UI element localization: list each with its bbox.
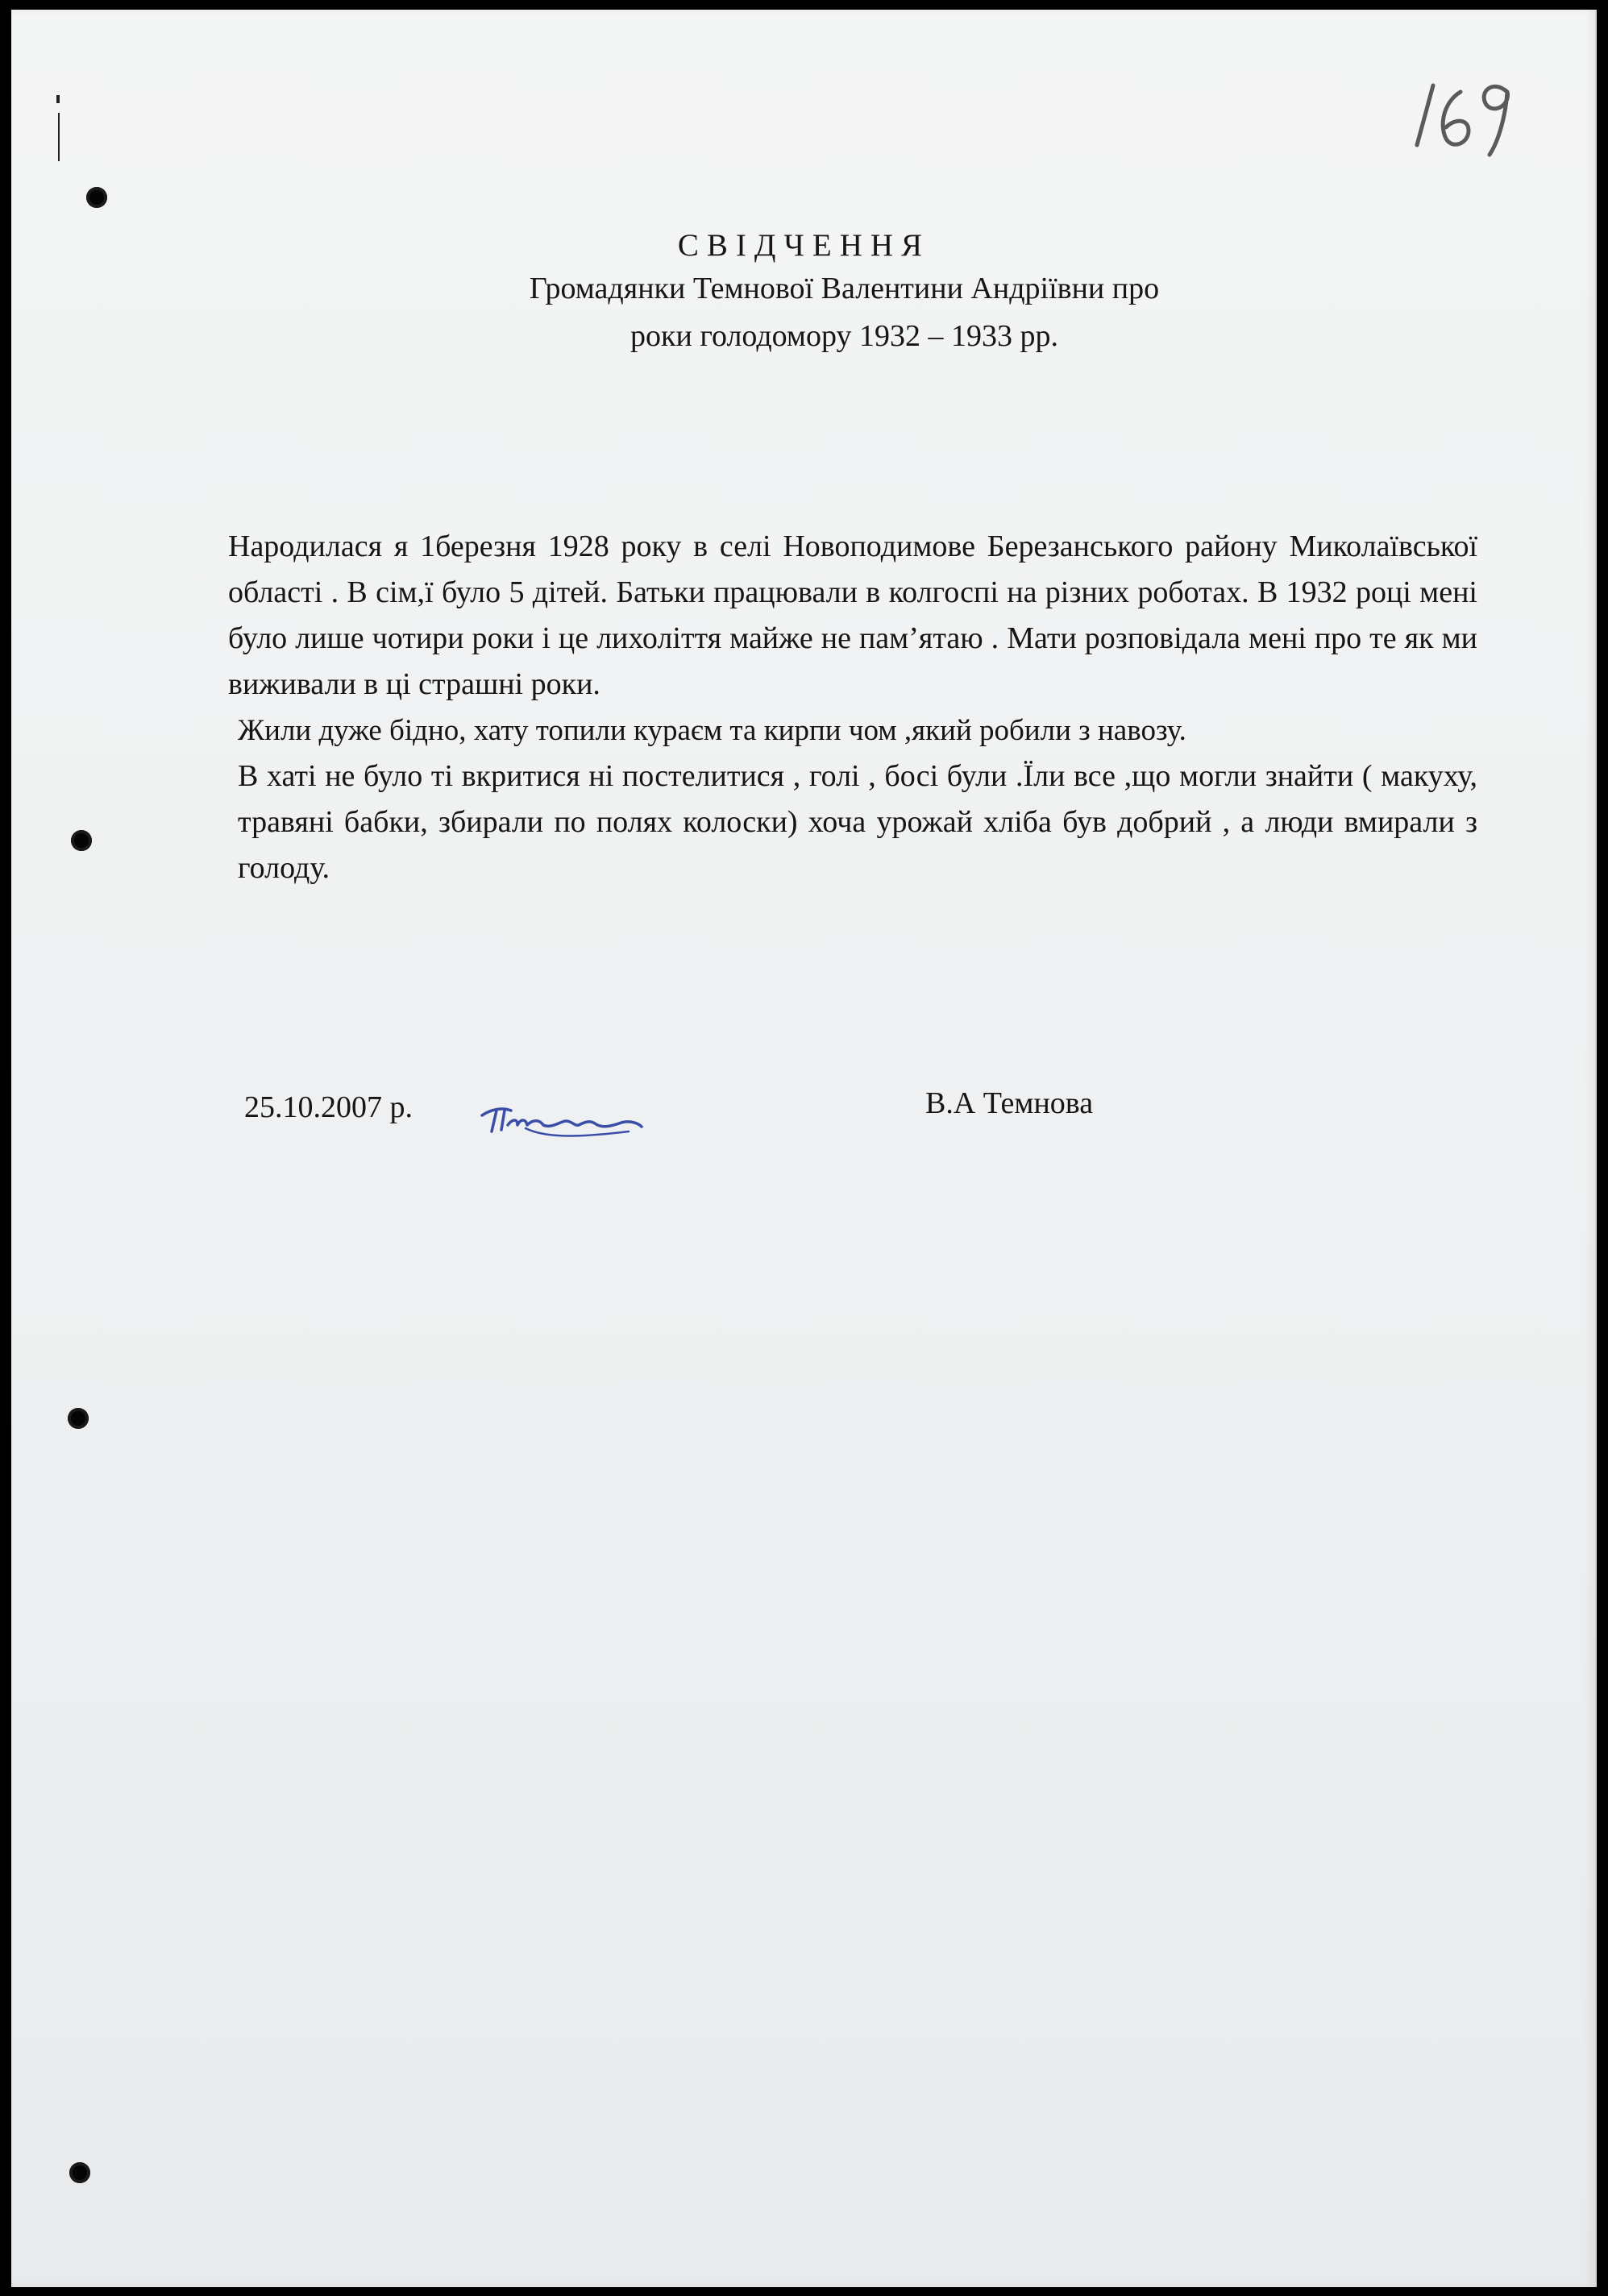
document-date: 25.10.2007 р.: [244, 1090, 413, 1124]
testimony-paragraph-3: В хаті не було ті вкритися ні постелитися , голі , босі були .Їли все ,що могли знайти ( макуху, травяні бабки, збирали по полях колоски) хоча урожай хліба був добрий , а люди вмирали з голоду.: [238, 759, 1477, 885]
punch-hole: [71, 830, 92, 851]
signer-name: В.А Темнова: [925, 1086, 1094, 1120]
folio-handwriting: [1394, 74, 1523, 163]
document-title: СВІДЧЕННЯ: [677, 228, 931, 263]
punch-hole: [69, 2162, 90, 2183]
punch-hole: [68, 1408, 89, 1429]
punch-hole: [86, 187, 107, 208]
edge-mark: [56, 95, 60, 103]
handwritten-signature: [476, 1086, 649, 1151]
edge-mark: [58, 113, 60, 161]
testimony-paragraph-2: Жили дуже бідно, хату топили кураєм та кирпи чом ,який робили з навозу.: [238, 714, 1186, 747]
document-subtitle-line1: Громадянки Темнової Валентини Андріївни про: [529, 272, 1160, 305]
testimony-paragraph-1: Народилася я 1березня 1928 року в селі Новоподимове Березанського району Миколаївської області . В сім,ї було 5 дітей. Батьки працювали в колгоспі на різних роботах. В 1932 році мені було лише чотири роки і це лихоліття майже не пам’ятаю . Мати розповідала мені про те як ми виживали в ці страшні роки.: [228, 529, 1477, 701]
document-subtitle-line2: роки голодомору 1932 – 1933 рр.: [630, 319, 1058, 353]
folio-number: [1394, 74, 1523, 163]
testimony-body: [228, 524, 1477, 891]
